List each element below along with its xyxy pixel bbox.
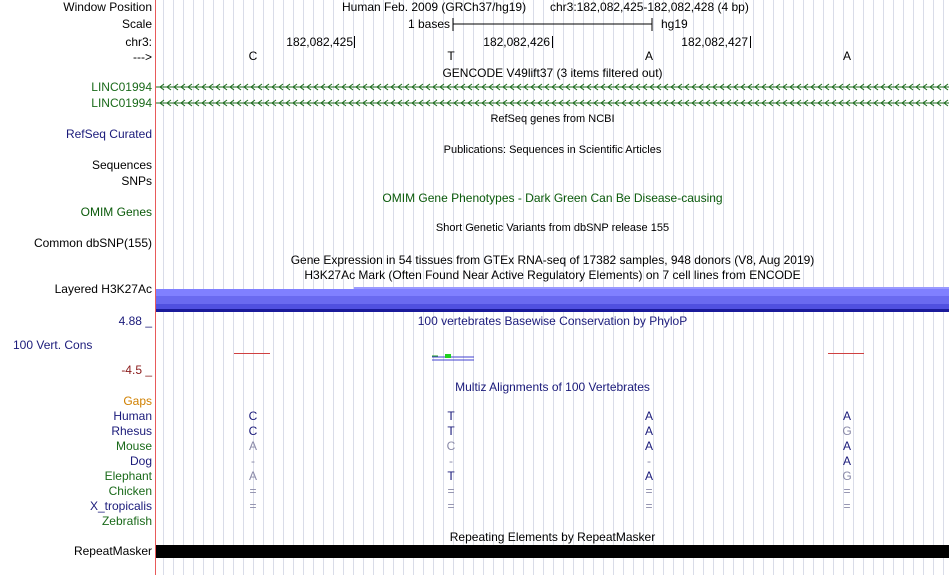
alignment-base: =: [645, 484, 653, 498]
omim-track-label[interactable]: OMIM Genes: [80, 205, 152, 219]
alignment-base: C: [446, 439, 456, 453]
gaps-label: Gaps: [123, 394, 152, 408]
h3k27-signal[interactable]: [156, 289, 949, 312]
alignment-base: A: [644, 409, 653, 423]
base-4: A: [842, 49, 851, 63]
species-label[interactable]: Human: [113, 409, 152, 423]
phylop-bar-1: [234, 353, 270, 354]
phylop-min: -4.5 _: [121, 363, 152, 377]
repeat-track-label[interactable]: RepeatMasker: [73, 544, 152, 558]
alignment-base: =: [843, 484, 851, 498]
alignment-base: =: [447, 499, 455, 513]
pubs-track-title[interactable]: Publications: Sequences in Scientific Articles: [443, 144, 662, 156]
species-label[interactable]: Mouse: [115, 439, 152, 453]
omim-track-title[interactable]: OMIM Gene Phenotypes - Dark Green Can Be Disease-causing: [382, 191, 723, 205]
position-text: chr3:182,082,425-182,082,428 (4 bp): [550, 0, 749, 14]
species-label[interactable]: Chicken: [108, 484, 152, 498]
sequences-track-label[interactable]: Sequences: [91, 158, 152, 172]
gencode-feature-2[interactable]: [156, 97, 949, 109]
alignment-base: A: [842, 439, 851, 453]
phylop-track-title[interactable]: 100 vertebrates Basewise Conservation by PhyloP: [417, 314, 688, 328]
alignment-base: -: [647, 454, 651, 468]
coord-tick-1: [354, 36, 355, 48]
gencode-item-label-1[interactable]: LINC01994: [91, 80, 152, 94]
phylop-bar-2: [430, 351, 478, 363]
coord-3: 182,082,427: [681, 35, 748, 49]
species-label[interactable]: Rhesus: [111, 424, 152, 438]
alignment-base: C: [248, 424, 258, 438]
phylop-bar-4: [828, 353, 864, 354]
coord-tick-3: [750, 36, 751, 48]
repeat-element-bar[interactable]: [156, 545, 949, 558]
gencode-item-label-2[interactable]: LINC01994: [91, 96, 152, 110]
strand-label: --->: [133, 50, 152, 64]
species-label[interactable]: Zebrafish: [101, 514, 152, 528]
scale-bar: [452, 17, 655, 32]
alignment-base: =: [249, 484, 257, 498]
base-1: C: [248, 49, 258, 63]
alignment-base: A: [842, 409, 851, 423]
snps-track-label[interactable]: SNPs: [121, 174, 152, 188]
refseq-track-title[interactable]: RefSeq genes from NCBI: [490, 113, 615, 125]
alignment-base: T: [447, 409, 455, 423]
h3k27-track-label[interactable]: Layered H3K27Ac: [54, 282, 152, 296]
species-label[interactable]: X_tropicalis: [89, 499, 152, 513]
alignment-base: A: [644, 469, 653, 483]
dbsnp-track-label[interactable]: Common dbSNP(155): [33, 236, 152, 250]
scale-label: Scale: [121, 17, 152, 31]
alignment-base: -: [449, 454, 453, 468]
species-label[interactable]: Dog: [129, 454, 152, 468]
alignment-base: C: [248, 409, 258, 423]
alignment-base: -: [251, 454, 255, 468]
gencode-track-title[interactable]: GENCODE V49lift37 (3 items filtered out): [442, 66, 663, 80]
h3k27-track-title[interactable]: H3K27Ac Mark (Often Found Near Active Regulatory Elements) on 7 cell lines from ENCODE: [304, 268, 801, 282]
alignment-base: =: [447, 484, 455, 498]
alignment-base: T: [447, 469, 455, 483]
assembly-text: Human Feb. 2009 (GRCh37/hg19): [342, 0, 527, 14]
gencode-feature-1[interactable]: [156, 81, 949, 93]
coord-1: 182,082,425: [286, 35, 353, 49]
alignment-base: T: [447, 424, 455, 438]
alignment-base: A: [644, 439, 653, 453]
repeat-track-title[interactable]: Repeating Elements by RepeatMasker: [449, 530, 656, 544]
base-3: A: [644, 49, 653, 63]
species-label[interactable]: Elephant: [104, 469, 152, 483]
alignment-base: G: [842, 424, 852, 438]
gtex-track-title[interactable]: Gene Expression in 54 tissues from GTEx RNA-seq of 17382 samples, 948 donors (V8, Aug 2019): [290, 253, 815, 267]
phylop-track-label[interactable]: 100 Vert. Cons: [13, 338, 93, 352]
coord-2: 182,082,426: [483, 35, 550, 49]
alignment-base: A: [248, 439, 257, 453]
alignment-base: =: [249, 499, 257, 513]
alignment-base: A: [842, 454, 851, 468]
alignment-base: A: [644, 424, 653, 438]
coord-tick-2: [552, 36, 553, 48]
alignment-base: G: [842, 469, 852, 483]
chrom-label: chr3:: [125, 35, 152, 49]
scale-text: 1 bases: [407, 17, 450, 31]
dbsnp-track-title[interactable]: Short Genetic Variants from dbSNP release 155: [435, 222, 670, 234]
scale-db: hg19: [661, 17, 688, 31]
phylop-max: 4.88 _: [118, 314, 152, 328]
alignment-base: =: [645, 499, 653, 513]
alignment-base: A: [248, 469, 257, 483]
refseq-track-label[interactable]: RefSeq Curated: [65, 127, 152, 141]
alignment-base: =: [843, 499, 851, 513]
base-2: T: [447, 49, 455, 63]
multiz-track-title[interactable]: Multiz Alignments of 100 Vertebrates: [455, 380, 650, 394]
window-position-label: Window Position: [63, 0, 152, 14]
